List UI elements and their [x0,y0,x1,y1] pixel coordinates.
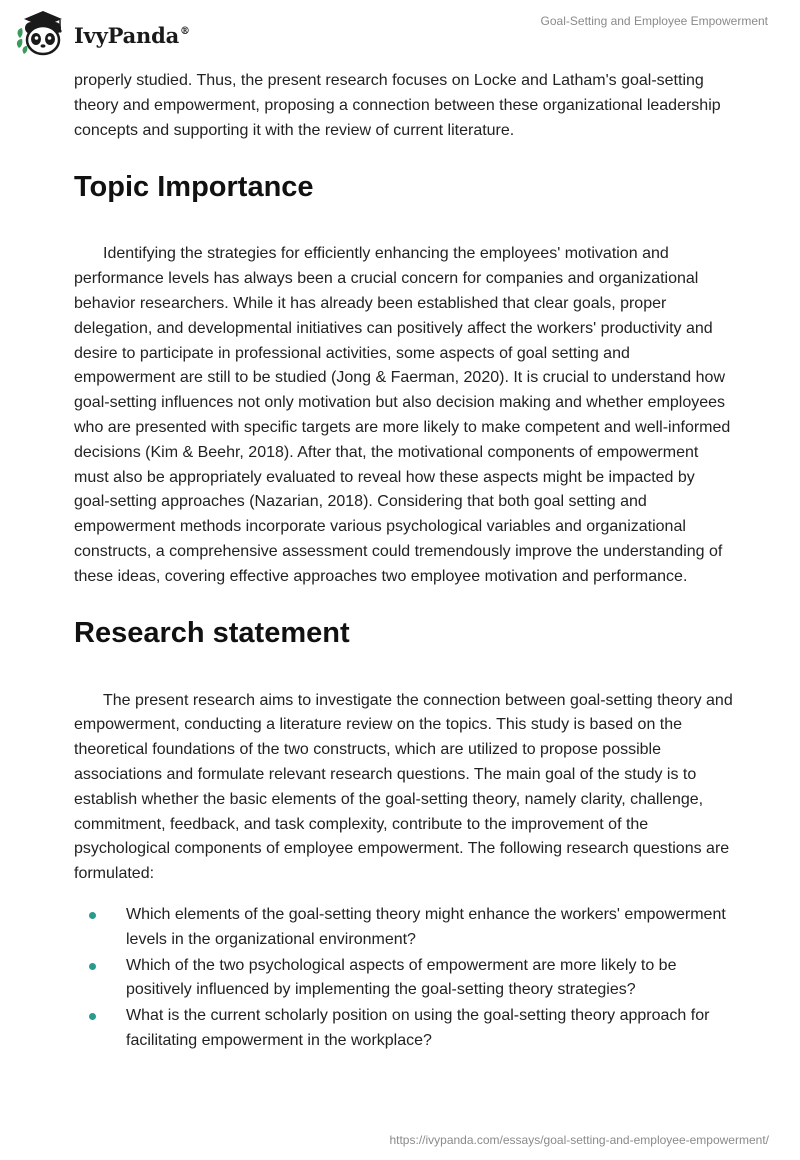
essay-content [74,69,734,1055]
bullet-icon [89,912,96,919]
list-item [74,954,734,1004]
source-url[interactable]: https://ivypanda.com/essays/goal-setting-and-employee-empowerment/ [389,1133,769,1147]
bullet-icon [89,963,96,970]
document-title: Goal-Setting and Employee Empowerment [540,14,768,28]
research-statement-heading: Research statement [74,616,350,649]
registered-mark: ® [180,25,190,37]
list-item [74,903,734,953]
topic-importance-heading: Topic Importance [74,171,314,204]
brand-name-text: IvyPanda [74,22,180,48]
question-text: What is the current scholarly position on using the goal-setting theory approach for facilitating empowerment in the workplace? [126,1007,710,1049]
intro-paragraph: properly studied. Thus, the present research focuses on Locke and Latham's goal-setting theory and empowerment, proposing a connection between these organizational leadership concepts and supporting it with the review of current literature. [74,72,721,139]
ivypanda-logo[interactable] [14,8,190,58]
research-statement-paragraph: The present research aims to investigate the connection between goal-setting theory and empowerment, conducting a literature review on the topics. This study is based on the theoretical foundations of the two constructs, which are utilized to propose possible associations and formulate relevant research questions. The main goal of the study is to establish whether the basic elements of the goal-setting theory, namely clarity, challenge, commitment, feedback, and task complexity, contribute to the improvement of the psychological components of employee empowerment. The following research questions are formulated: [74,691,733,883]
list-item [74,1004,734,1054]
question-text: Which elements of the goal-setting theory might enhance the workers' empowerment levels in the organizational environment? [126,905,726,948]
brand-name [74,23,190,48]
bullet-icon [89,1013,96,1020]
question-text: Which of the two psychological aspects of empowerment are more likely to be positively influenced by implementing the goal-setting theory strategies? [126,956,677,999]
page-header [0,0,800,64]
topic-importance-paragraph: Identifying the strategies for efficiently enhancing the employees' motivation and performance levels has always been a crucial concern for companies and organizational behavior researchers. While it has already been established that clear goals, proper delegation, and developmental initiatives can positively affect the workers' productivity and desire to participate in professional activities, some aspects of goal setting and empowerment are still to be studied (Jong & Faerman, 2020). It is crucial to understand how goal-setting influences not only motivation but also decision making and whether employees who are presented with specific targets are more likely to make competent and well-informed decisions (Kim & Beehr, 2018). After that, the motivational components of empowerment must also be appropriately evaluated to reveal how these aspects might be impacted by goal-setting approaches (Nazarian, 2018). Considering that both goal setting and empowerment methods incorporate various psychological variables and organizational constructs, a comprehensive assessment could tremendously improve the understanding of these ideas, covering effective approaches two employee motivation and performance. [74,245,731,585]
panda-graduation-cap-icon [14,8,70,58]
research-questions-list [74,903,734,1054]
